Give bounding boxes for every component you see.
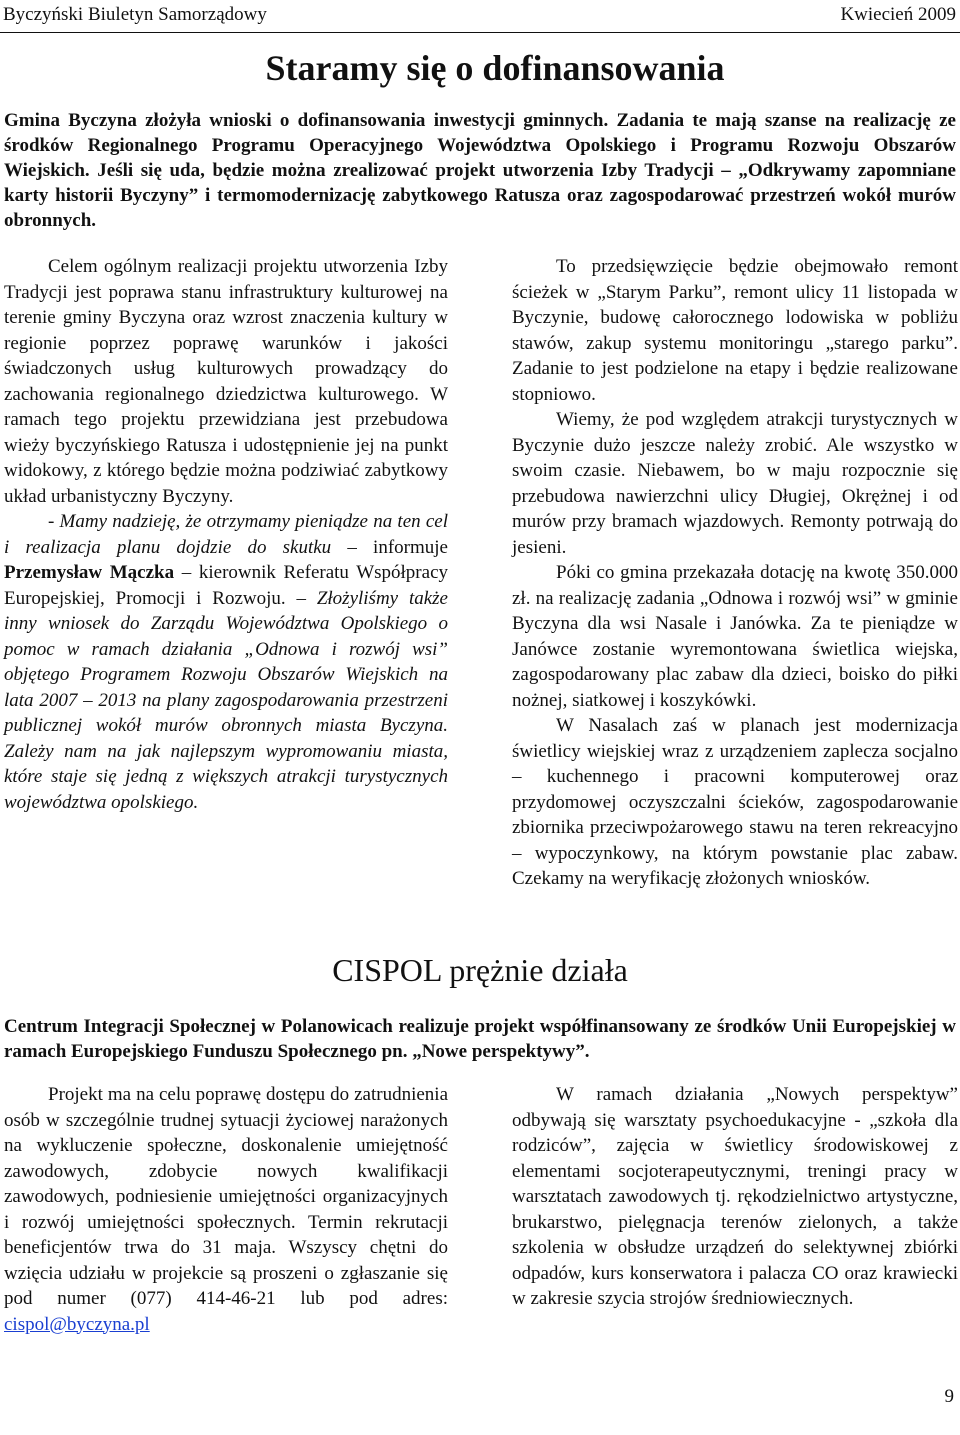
article1-paragraph: W Nasalach zaś w planach jest modernizacja świetlicy wiejskiej wraz z urządzeniem zaplecza socjalno – kuchennego i pracowni komputerowej oraz przydomowej oczyszczalni ścieków, zagospodarowanie zbiornika przeciwpożarowego stawu na teren rekreacyjno – wypoczynkowy, na którym powstanie plac zabaw. Czekamy na weryfikację złożonych wniosków. [512,715,958,889]
speaker-name: Przemysław Mączka [4,562,175,583]
article2-lead: Centrum Integracji Społecznej w Polanowicach realizuje projekt współfinansowany ze środków Unii Europejskiej w ramach Europejskiego Funduszu Społecznego pn. „Nowe perspektywy”. [4,1016,956,1062]
article1-title: Staramy się o dofinansowania [265,48,725,88]
quote-text-continued: Złożyliśmy także inny wniosek do Zarządu Województwa Opolskiego o pomoc w ramach działania „Odnowa i rozwój wsi” objętego Programem Rozwoju Obszarów Wiejskich na lata 2007 – 2013 na plany zagospodarowania przestrzeni publicznej wokół murów obronnych miasta Byczyna. Zależy nam na jak najlepszym wypromowaniu miasta, które staje się jedną z większych atrakcji turystycznych województwa opolskiego. [4,587,448,813]
article2-paragraph: W ramach działania „Nowych perspektyw” odbywają się warsztaty psychoedukacyjne - „szkoła dla rodziców”, zajęcia w świetlicy środowiskowej z elementami socjoterapeutycznymi, treningi pracy w warsztatach zawodowych tj. rękodzielnictwo artystyczne, brukarstwo, pielęgnacja terenów zielonych, a także szkolenia w obsłudze urządzeń do selektywnej zbiórki odpadów, kurs konserwatora i palacza CO oraz krawiecki w zakresie szycia strojów średniowiecznych. [512,1084,958,1309]
speaker-role: – kierownik Referatu Współpracy Europejskiej, Promocji i Rozwoju. – [4,562,449,609]
article1-column-left [4,254,448,815]
article2-column-left [4,1082,448,1337]
email-link[interactable]: cispol@byczyna.pl [4,1313,150,1335]
quote-attribution: – informuje [331,536,448,558]
page-number: 9 [944,1386,954,1407]
issue-date: Kwiecień 2009 [840,4,956,25]
page-header [0,0,960,30]
header-divider [0,32,960,33]
article2-title: CISPOL prężnie działa [332,952,628,988]
article1-paragraph: Póki co gmina przekazała dotację na kwotę 350.000 zł. na realizację zadania „Odnowa i rozwój wsi” w gminie Byczyna dla wsi Nasale i Janówka. Za te pieniądze w Janówce zostanie wyremontowana świetlica wiejska, zagospodarowany plac zabaw dla dzieci, boisko do piłki nożnej, siatkowej i koszykówki. [512,562,958,711]
publication-title: Byczyński Biuletyn Samorządowy [3,4,267,25]
article2-paragraph [4,1082,448,1337]
article2-paragraph-text: Projekt ma na celu poprawę dostępu do zatrudnienia osób w szczególnie trudnej sytuacji życiowej narażonych na wykluczenie społeczne, doskonalenie umiejętność zawodowych, zdobycie nowych kwalifikacji zawodowych, podniesienie umiejętności organizacyjnych i rozwój umiejętności społecznych. Termin rekrutacji beneficjentów trwa do 31 maja. Wszyscy chętni do wzięcia udziału w projekcie są proszeni o zgłaszanie się pod numer (077) 414-46-21 lub pod adres: [4,1084,448,1309]
article1-paragraph: To przedsięwzięcie będzie obejmowało remont ścieżek w „Starym Parku”, remont ulicy 11 listopada w Byczynie, budowę całorocznego lodowiska w pobliżu stawów, zakup systemu monitoringu „starego parku”. Zadanie to jest podzielone na etapy i będzie realizowane stopniowo. [512,256,958,405]
article1-lead: Gmina Byczyna złożyła wnioski o dofinansowania inwestycji gminnych. Zadania te mają szanse na realizację ze środków Regionalnego Programu Operacyjnego Województwa Opolskiego i Programu Rozwoju Obszarów Wiejskich. Jeśli się uda, będzie można zrealizować projekt utworzenia Izby Tradycji – „Odkrywamy zapomniane karty historii Byczyny” i termomodernizację zabytkowego Ratusza oraz zagospodarować przestrzeń wokół murów obronnych. [4,110,956,231]
article2-column-right [512,1082,958,1312]
quote-text: - Mamy nadzieję, że otrzymamy pieniądze na ten cel i realizacja planu dojdzie do skutku [4,511,448,558]
article1-paragraph: Wiemy, że pod względem atrakcji turystycznych w Byczynie dużo jeszcze należy zrobić. Ale wszystko w swoim czasie. Niebawem, bo w maju rozpocznie się przebudowa nawierzchni ulicy Długiej, Okrężnej i od murów przy bramach wjazdowych. Remonty potrwają do jesieni. [512,409,958,558]
article1-quote-paragraph [4,509,448,815]
article1-column-right [512,254,958,892]
article1-paragraph: Celem ogólnym realizacji projektu utworzenia Izby Tradycji jest poprawa stanu infrastruktury kulturowej na terenie gminy Byczyna oraz wzrost znaczenia kultury w regionie poprzez poprawę warunków i jakości świadczonych usług kulturowych prowadzący do zachowania regionalnego dziedzictwa kulturowego. W ramach tego projektu przewidziana jest przebudowa wieży byczyńskiego Ratusza i udostępnienie jej na punkt widokowy, z którego będzie można podziwiać zabytkowy układ urbanistyczny Byczyny. [4,256,448,507]
